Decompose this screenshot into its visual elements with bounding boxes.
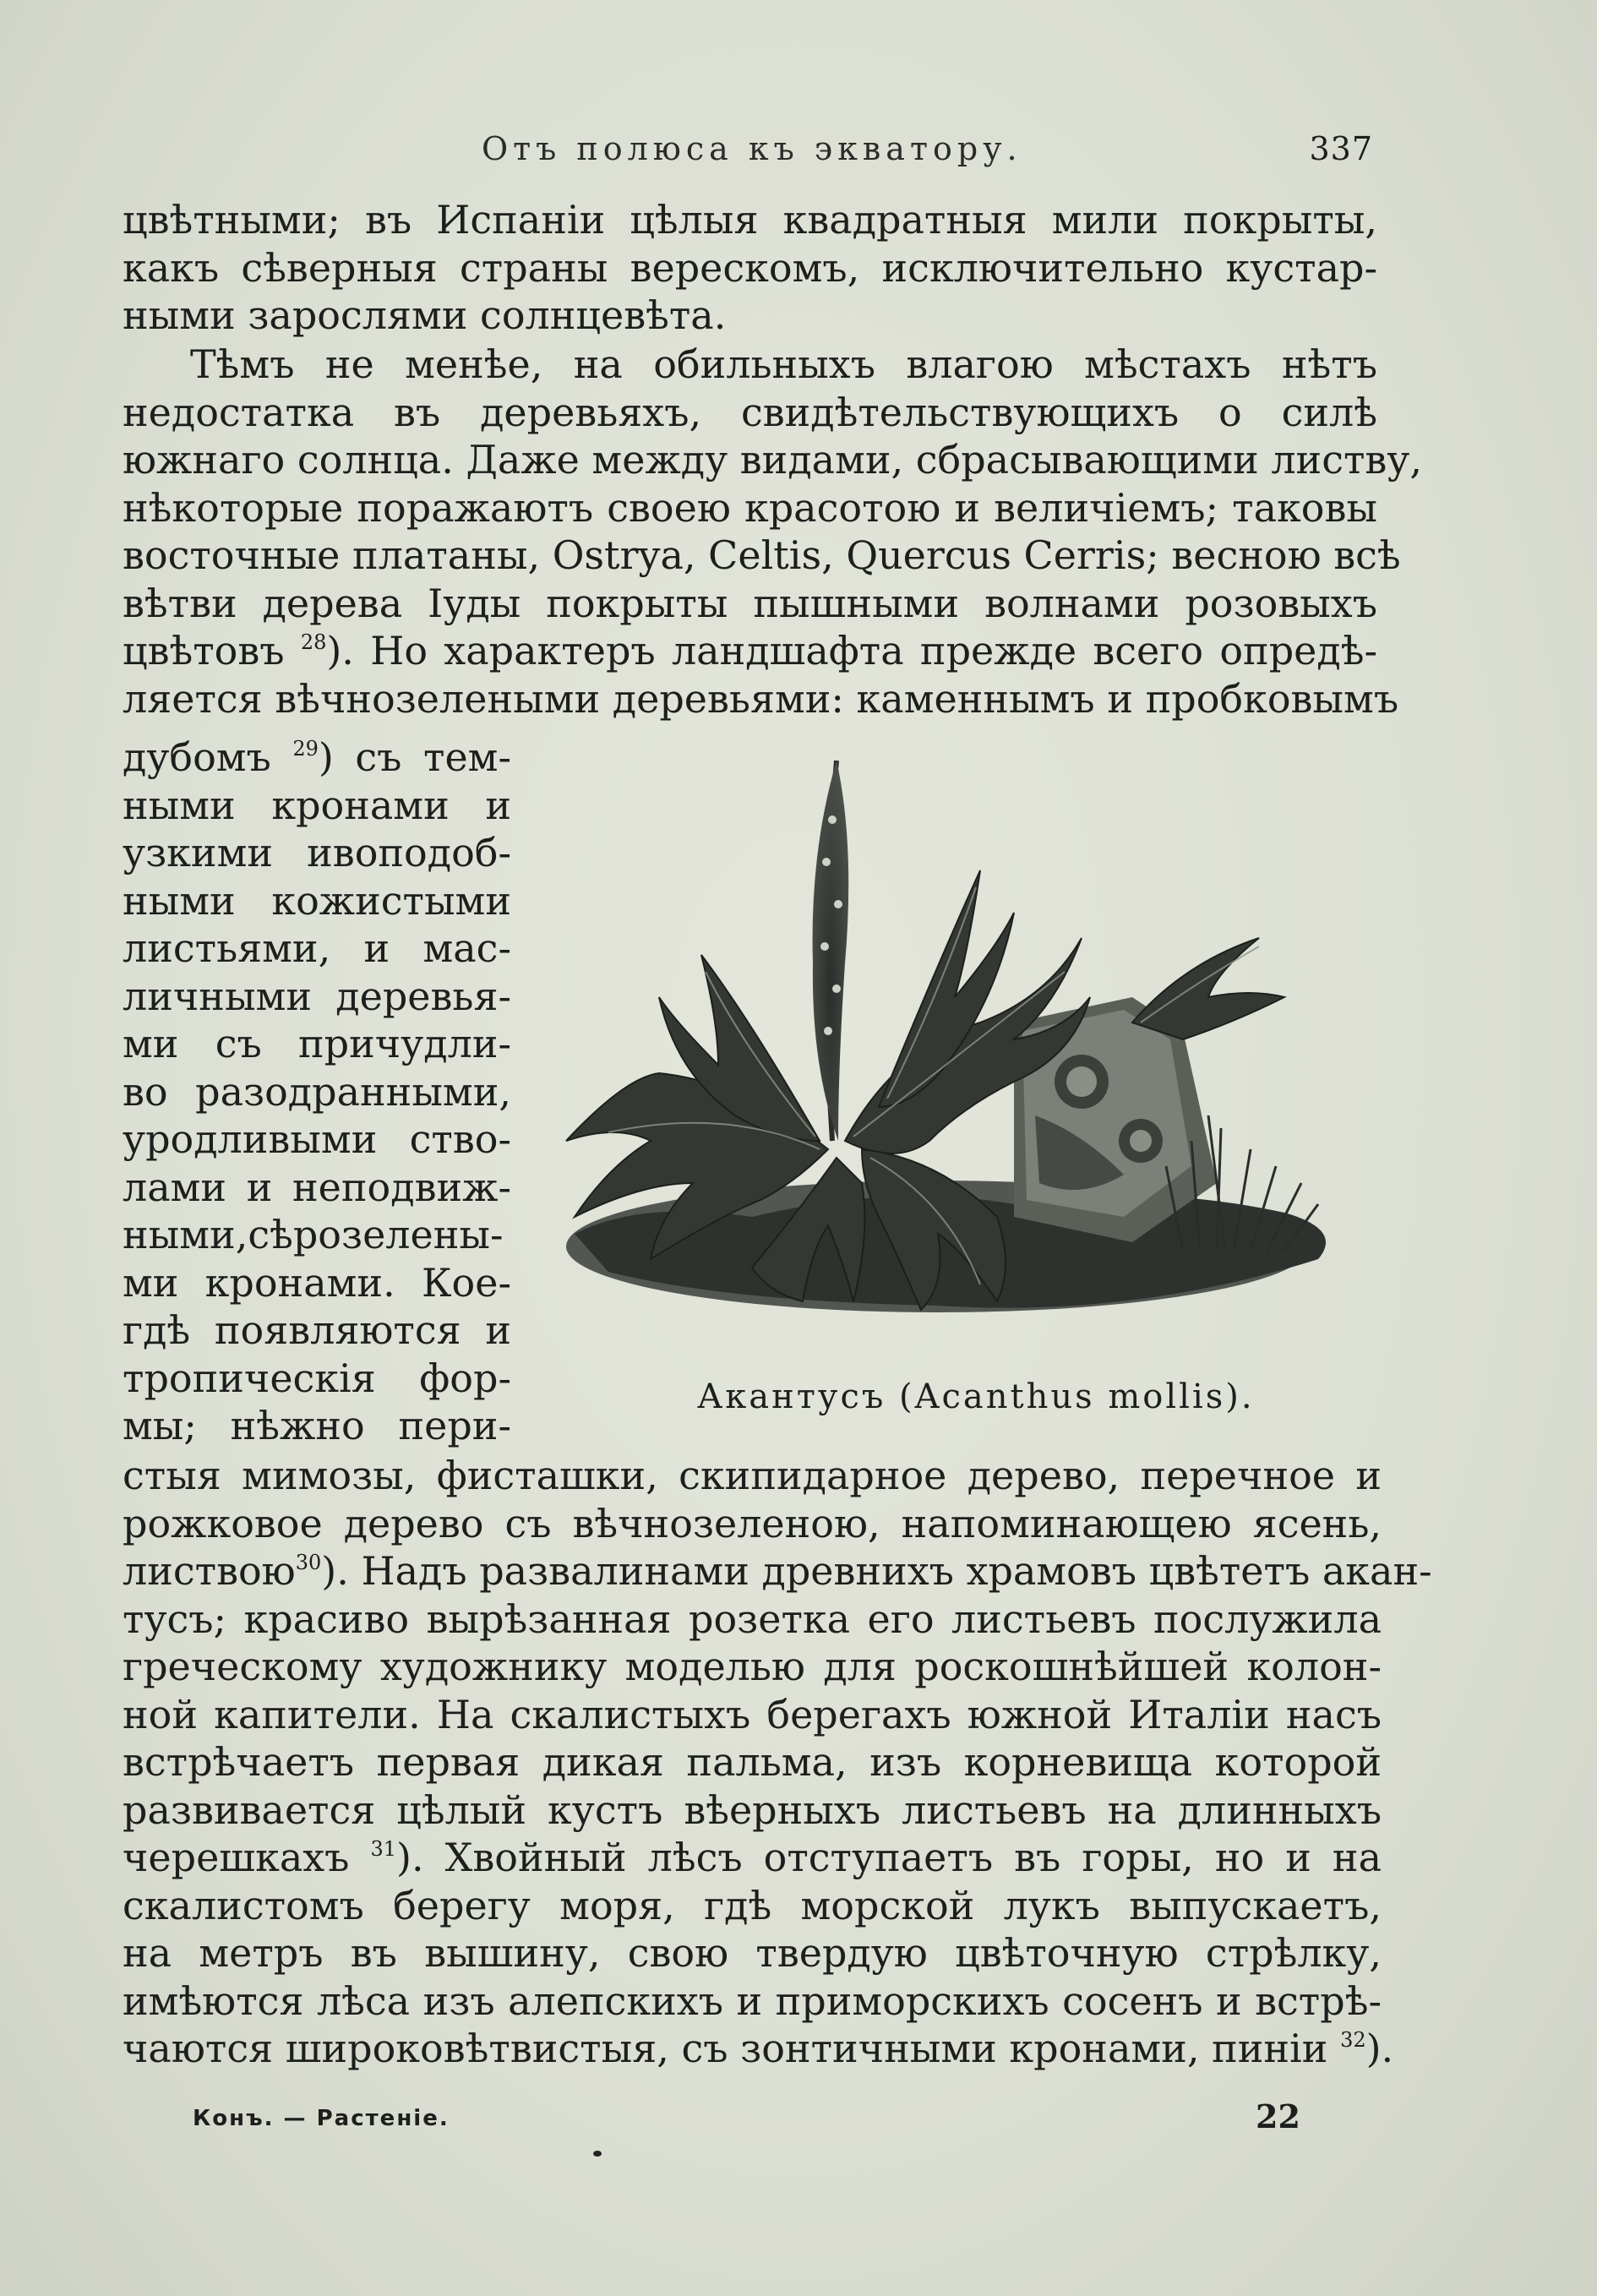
text-fragment: чаются широковѣтвистыя, съ зонтичными кронами, пиніи [123, 2026, 1341, 2071]
text-fragment: ) съ тем- [318, 734, 511, 780]
text-line [123, 2025, 1394, 2073]
footnote-mark: 28 [300, 630, 327, 654]
text-line: стыя мимозы, фисташки, скипидарное дерево, перечное и [123, 1453, 1382, 1498]
text-line: листьями, и мас- [123, 925, 511, 971]
text-line: встрѣчаетъ первая дикая пальма, изъ корневища которой [123, 1739, 1382, 1785]
footnote-mark: 29 [292, 737, 319, 761]
text-fragment: дубомъ [123, 734, 293, 780]
footnote-mark: 32 [1340, 2028, 1366, 2052]
text-line: вѣтви дерева Іуды покрыты пышными волнами розовыхъ [123, 580, 1377, 626]
text-line: имѣются лѣса изъ алепскихъ и приморскихъ сосенъ и встрѣ- [123, 1977, 1382, 2024]
text-line: лами и неподвиж- [123, 1164, 511, 1210]
page-header [127, 127, 1373, 177]
sheet-number: 22 [1256, 2097, 1300, 2135]
text-line: Тѣмъ не менѣе, на обильныхъ влагою мѣстахъ нѣтъ [190, 341, 1377, 387]
paragraph-2 [123, 341, 1422, 723]
page-number: 337 [1309, 130, 1373, 167]
flower-spike [813, 761, 849, 1141]
text-line: греческому художнику моделью для роскошнѣйшей колон- [123, 1644, 1382, 1689]
figure-caption: Акантусъ (Acanthus mollis). [697, 1377, 1255, 1416]
page-footer [193, 2097, 1300, 2148]
acanthus-engraving [541, 744, 1377, 1352]
text-line: ляется вѣчнозелеными деревьями: каменнымъ и пробковымъ [123, 675, 1399, 722]
text-line: скалистомъ берегу моря, гдѣ морской лукъ выпускаетъ, [123, 1882, 1382, 1928]
text-line: какъ сѣверныя страны верескомъ, исключительно кустар- [123, 244, 1377, 291]
printer-signature: Конъ. — Растеніе. [193, 2106, 450, 2131]
text-line: ной капители. На скалистыхъ берегахъ южной Италіи насъ [123, 1691, 1382, 1737]
text-line [123, 1547, 1432, 1595]
text-line: личными деревья- [123, 973, 511, 1019]
text-line: ными,сѣрозелены- [123, 1212, 504, 1257]
text-fragment: ). Но характеръ ландшафта прежде всего опредѣ- [326, 628, 1377, 674]
text-line: южнаго солнца. Даже между видами, сбрасывающими листву, [123, 437, 1422, 483]
text-fragment: цвѣтовъ [123, 628, 301, 674]
text-line: уродливыми ство- [123, 1116, 511, 1162]
text-line: ми съ причудли- [123, 1021, 511, 1066]
footnote-mark: 31 [370, 1837, 397, 1861]
footnote-mark: 30 [295, 1551, 322, 1574]
text-line: ными зарослями солнцевѣта. [123, 292, 727, 338]
text-line: нѣкоторые поражаютъ своею красотою и величіемъ; таковы [123, 484, 1377, 531]
text-line: цвѣтными; въ Испаніи цѣлыя квадратныя мили покрыты, [123, 197, 1377, 243]
text-line: мы; нѣжно пери- [123, 1403, 511, 1448]
text-line: ными кронами и [123, 782, 511, 828]
paragraph-1 [123, 196, 1377, 340]
text-line [123, 734, 511, 782]
narrow-column [123, 734, 511, 1450]
text-line: тропическія фор- [123, 1355, 511, 1401]
text-line [123, 1834, 1382, 1882]
text-line: ми кронами. Кое- [123, 1259, 511, 1306]
text-fragment: черешкахъ [123, 1835, 371, 1880]
acanthus-illustration [541, 744, 1377, 1352]
text-line [123, 627, 1377, 675]
text-line: ными кожистыми [123, 877, 511, 924]
text-line: узкими ивоподоб- [123, 830, 511, 875]
text-fragment: ). Хвойный лѣсъ отступаетъ въ горы, но и на [396, 1835, 1382, 1880]
text-line: недостатка въ деревьяхъ, свидѣтельствующихъ о силѣ [123, 389, 1377, 435]
running-title: Отъ полюса къ экватору. [482, 130, 1022, 167]
text-line: восточные платаны, Ostrya, Celtis, Quercus Cerris; весною всѣ [123, 532, 1401, 578]
paragraph-3 [123, 1452, 1432, 2073]
text-fragment: листвою [123, 1548, 296, 1594]
text-line: рожковое дерево съ вѣчнозеленою, напоминающею ясень, [123, 1500, 1382, 1546]
text-fragment: ). [1365, 2026, 1394, 2071]
text-line: гдѣ появляются и [123, 1307, 511, 1353]
text-line: на метръ въ вышину, свою твердую цвѣточную стрѣлку, [123, 1930, 1382, 1976]
text-line: во разодранными, [123, 1068, 511, 1115]
text-fragment: ). Надъ развалинами древнихъ храмовъ цвѣтетъ акан- [321, 1548, 1432, 1594]
ink-speck [593, 2151, 602, 2157]
text-line: тусъ; красиво вырѣзанная розетка его листьевъ послужила [123, 1595, 1382, 1642]
text-line: развивается цѣлый кустъ вѣерныхъ листьевъ на длинныхъ [123, 1786, 1382, 1833]
